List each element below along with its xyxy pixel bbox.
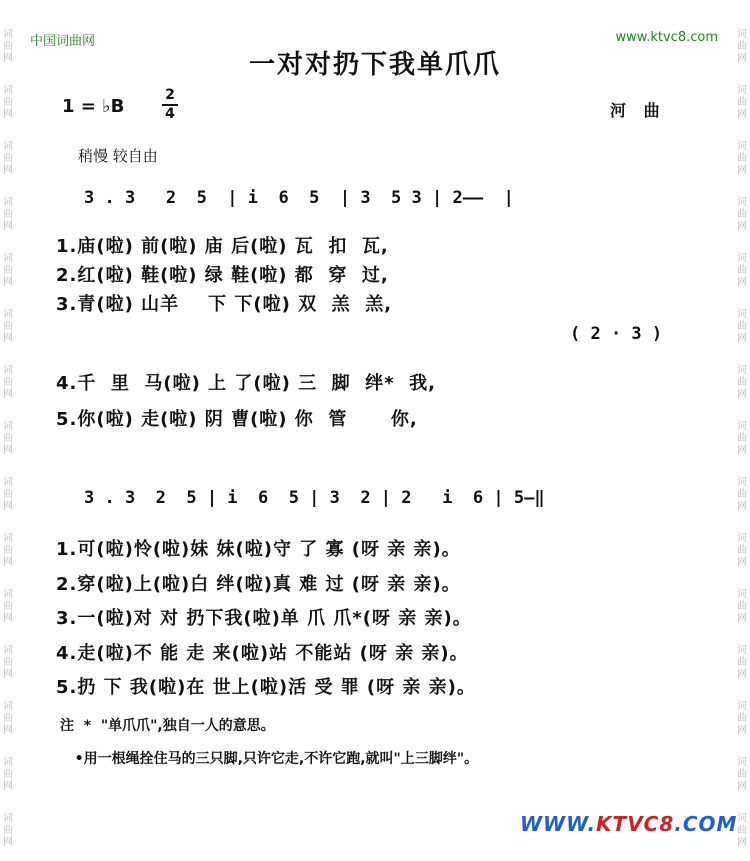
side-watermark-char: 网 <box>3 557 13 568</box>
side-watermark-char: 曲 <box>3 321 13 332</box>
side-watermark-char: 词 <box>3 365 13 376</box>
site-url-right: www.ktvc8.com <box>615 30 718 45</box>
side-watermark-char: 词 <box>3 477 13 488</box>
side-watermark-char: 词 <box>3 813 13 824</box>
side-watermark-char: 曲 <box>737 545 747 556</box>
side-watermark-char: 曲 <box>3 209 13 220</box>
side-watermark-char: 网 <box>3 613 13 624</box>
side-watermark-char: 词 <box>737 29 747 40</box>
side-watermark-char: 词 <box>737 813 747 824</box>
side-watermark-char: 词 <box>737 701 747 712</box>
side-watermark-char: 网 <box>737 501 747 512</box>
side-watermark-char: 曲 <box>3 825 13 836</box>
side-watermark-char: 网 <box>737 445 747 456</box>
bottom-site-logo: WWW.KTVC8.COM <box>520 812 738 836</box>
side-watermark-char: 词 <box>737 309 747 320</box>
side-watermark-char: 词 <box>737 645 747 656</box>
side-watermark-char: 网 <box>3 725 13 736</box>
side-watermark-char: 曲 <box>737 769 747 780</box>
footnote-2: •用一根绳拴住马的三只脚,只许它走,不许它跑,就叫"上三脚绊"。 <box>60 751 479 767</box>
side-watermark-right <box>736 0 750 861</box>
song-title: 一对对扔下我单爪爪 <box>248 50 501 80</box>
side-watermark-char: 网 <box>737 53 747 64</box>
side-watermark-char: 词 <box>3 309 13 320</box>
side-watermark-char: 网 <box>737 277 747 288</box>
side-watermark-char: 网 <box>3 501 13 512</box>
side-watermark-char: 网 <box>737 781 747 792</box>
side-watermark-char: 网 <box>3 333 13 344</box>
side-watermark-char: 词 <box>737 421 747 432</box>
lyric-1-3: 3.青(啦) 山羊 下 下(啦) 双 羔 羔, <box>56 294 393 315</box>
side-watermark-char: 词 <box>3 701 13 712</box>
side-watermark-char: 曲 <box>737 489 747 500</box>
side-watermark-char: 词 <box>737 477 747 488</box>
side-watermark-char: 词 <box>737 85 747 96</box>
side-watermark-char: 网 <box>3 277 13 288</box>
side-watermark-char: 曲 <box>3 265 13 276</box>
side-watermark-char: 网 <box>3 837 13 848</box>
side-watermark-char: 网 <box>3 221 13 232</box>
side-watermark-char: 曲 <box>3 713 13 724</box>
side-watermark-char: 词 <box>737 365 747 376</box>
side-watermark-char: 曲 <box>737 825 747 836</box>
key-signature: 1 = ♭B <box>62 96 125 117</box>
side-watermark-char: 曲 <box>3 657 13 668</box>
tempo-marking: 稍慢 较自由 <box>78 147 158 165</box>
side-watermark-char: 曲 <box>3 489 13 500</box>
side-watermark-char: 网 <box>737 333 747 344</box>
side-watermark-char: 网 <box>3 669 13 680</box>
side-watermark-char: 曲 <box>737 713 747 724</box>
time-signature <box>162 88 178 122</box>
side-watermark-char: 词 <box>737 757 747 768</box>
side-watermark-char: 词 <box>3 589 13 600</box>
side-watermark-char: 词 <box>3 253 13 264</box>
side-watermark-char: 网 <box>3 109 13 120</box>
meter-top: 2 <box>165 87 175 103</box>
side-watermark-char: 曲 <box>737 657 747 668</box>
side-watermark-char: 网 <box>737 725 747 736</box>
side-watermark-char: 网 <box>3 165 13 176</box>
side-watermark-char: 曲 <box>737 97 747 108</box>
side-watermark-char: 曲 <box>737 377 747 388</box>
site-name-left: 中国词曲网 <box>30 34 96 49</box>
side-watermark-char: 网 <box>737 389 747 400</box>
side-watermark-char: 曲 <box>3 377 13 388</box>
side-watermark-char: 网 <box>737 669 747 680</box>
side-watermark-char: 词 <box>3 645 13 656</box>
lyric-2-2: 2.穿(啦)上(啦)白 绊(啦)真 难 过 (呀 亲 亲)。 <box>56 574 461 595</box>
side-watermark-char: 词 <box>3 29 13 40</box>
side-watermark-char: 曲 <box>737 41 747 52</box>
meter-bottom: 4 <box>165 106 175 122</box>
side-watermark-char: 词 <box>3 85 13 96</box>
side-watermark-char: 曲 <box>3 41 13 52</box>
side-watermark-char: 词 <box>737 253 747 264</box>
side-watermark-char: 网 <box>3 445 13 456</box>
lyric-2-5: 5.扔 下 我(啦)在 世上(啦)活 受 罪 (呀 亲 亲)。 <box>56 677 476 698</box>
side-watermark-char: 曲 <box>737 265 747 276</box>
side-watermark-char: 网 <box>3 389 13 400</box>
side-watermark-char: 词 <box>3 197 13 208</box>
side-watermark-char: 词 <box>737 589 747 600</box>
side-watermark-char: 曲 <box>3 601 13 612</box>
notation-line-2: 3 . 3 2 5 | i 6 5 | 3 2 | 2 i 6 | 5—‖ <box>84 488 545 508</box>
side-watermark-char: 词 <box>3 757 13 768</box>
lyric-2-4: 4.走(啦)不 能 走 来(啦)站 不能站 (呀 亲 亲)。 <box>56 643 469 664</box>
lyric-1-5: 5.你(啦) 走(啦) 阴 曹(啦) 你 管 你, <box>56 409 418 430</box>
side-watermark-char: 网 <box>3 781 13 792</box>
footnote-1: 注 * "单爪爪",独自一人的意思。 <box>60 718 275 734</box>
side-watermark-char: 词 <box>3 421 13 432</box>
side-watermark-char: 曲 <box>3 153 13 164</box>
side-watermark-char: 词 <box>737 141 747 152</box>
side-watermark-char: 曲 <box>3 433 13 444</box>
interlude-notation: ( 2 · 3 ) <box>570 324 663 344</box>
lyric-1-4: 4.千 里 马(啦) 上 了(啦) 三 脚 绊* 我, <box>56 373 436 394</box>
lyric-2-1: 1.可(啦)怜(啦)妹 妹(啦)守 了 寡 (呀 亲 亲)。 <box>56 539 461 560</box>
side-watermark-char: 网 <box>737 109 747 120</box>
side-watermark-char: 词 <box>737 533 747 544</box>
side-watermark-char: 词 <box>737 197 747 208</box>
lyric-1-1: 1.庙(啦) 前(啦) 庙 后(啦) 瓦 扣 瓦, <box>56 236 389 257</box>
side-watermark-char: 网 <box>737 837 747 848</box>
side-watermark-char: 词 <box>3 141 13 152</box>
origin-label: 河 曲 <box>610 101 666 120</box>
side-watermark-char: 词 <box>3 533 13 544</box>
side-watermark-char: 曲 <box>3 769 13 780</box>
side-watermark-char: 网 <box>3 53 13 64</box>
side-watermark-char: 曲 <box>3 97 13 108</box>
side-watermark-char: 网 <box>737 221 747 232</box>
side-watermark-char: 网 <box>737 613 747 624</box>
side-watermark-char: 曲 <box>737 321 747 332</box>
side-watermark-char: 网 <box>737 557 747 568</box>
side-watermark-left <box>2 0 16 861</box>
side-watermark-char: 曲 <box>3 545 13 556</box>
side-watermark-char: 曲 <box>737 153 747 164</box>
lyric-2-3: 3.一(啦)对 对 扔下我(啦)单 爪 爪*(呀 亲 亲)。 <box>56 608 472 629</box>
lyric-1-2: 2.红(啦) 鞋(啦) 绿 鞋(啦) 都 穿 过, <box>56 265 389 286</box>
side-watermark-char: 曲 <box>737 209 747 220</box>
side-watermark-char: 网 <box>737 165 747 176</box>
notation-line-1: 3 . 3 2 5 | i 6 5 | 3 5 3 | 2—— | <box>84 188 514 208</box>
side-watermark-char: 曲 <box>737 433 747 444</box>
side-watermark-char: 曲 <box>737 601 747 612</box>
